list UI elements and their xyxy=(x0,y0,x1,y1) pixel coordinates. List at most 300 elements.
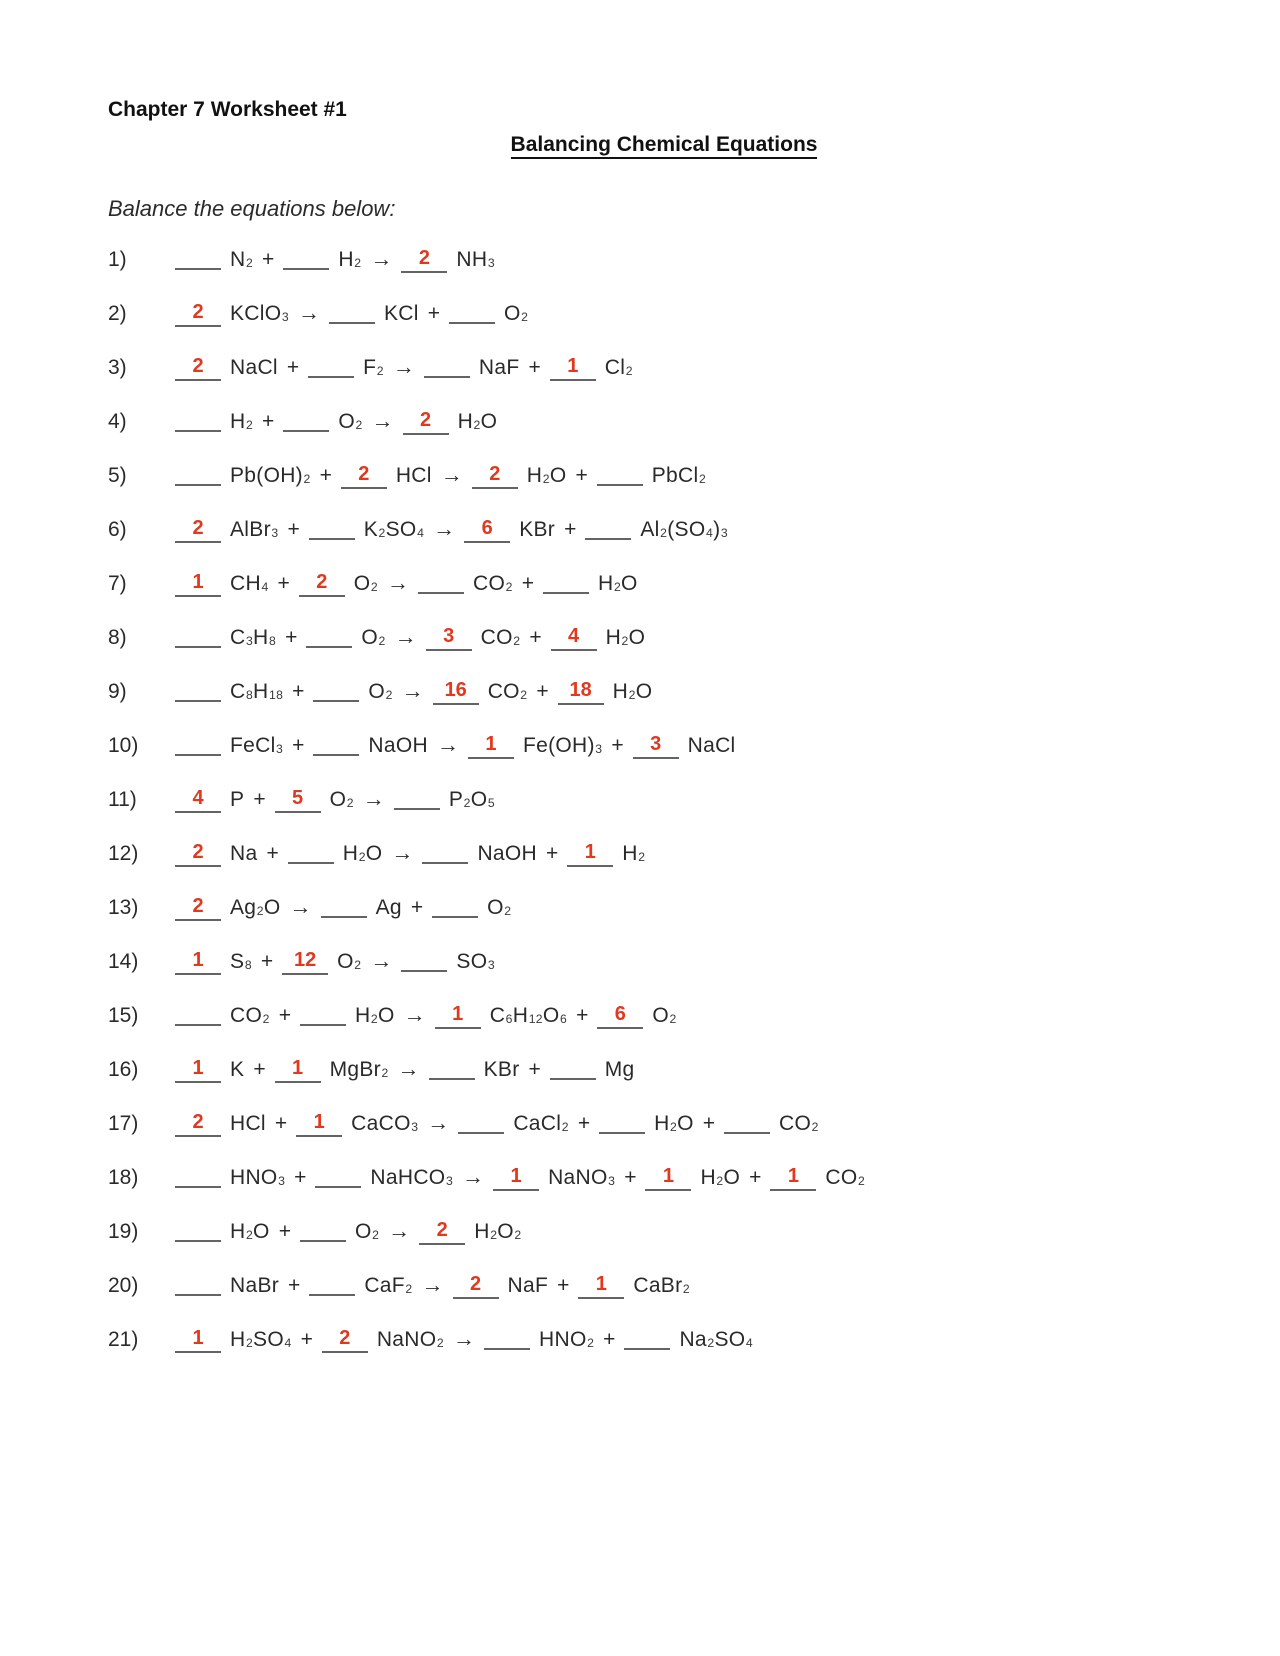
plus-operator: + xyxy=(253,1058,266,1081)
answer-value: 4 xyxy=(192,786,204,809)
answer-blank xyxy=(401,951,447,972)
equation-number: 16) xyxy=(108,1058,139,1081)
chemical-formula: NaF xyxy=(478,356,520,379)
answer-blank xyxy=(175,627,221,648)
subscript: 2 xyxy=(346,796,354,811)
answer-blank xyxy=(633,732,679,759)
answer-blank xyxy=(175,1110,221,1137)
plus-operator: + xyxy=(285,626,298,649)
answer-blank xyxy=(484,1329,530,1350)
chemical-formula: K xyxy=(230,1058,245,1081)
subscript: 2 xyxy=(378,634,386,649)
chemical-formula: HNO2 xyxy=(539,1328,595,1351)
answer-value: 1 xyxy=(584,840,596,863)
answer-blank xyxy=(329,303,375,324)
answer-blank xyxy=(175,681,221,702)
chemical-formula: HCl xyxy=(395,464,432,487)
plus-operator: + xyxy=(288,1274,301,1297)
answer-value: 1 xyxy=(192,948,204,971)
plus-operator: + xyxy=(536,680,549,703)
plus-operator: + xyxy=(262,248,275,271)
chemical-formula: P xyxy=(230,788,245,811)
subscript: 18 xyxy=(269,688,284,703)
answer-value: 2 xyxy=(192,894,204,917)
reaction-arrow-icon: → xyxy=(392,354,415,379)
equation-body xyxy=(175,516,737,543)
subscript: 6 xyxy=(559,1012,568,1027)
answer-blank xyxy=(309,519,355,540)
subscript: 2 xyxy=(303,472,311,487)
answer-blank xyxy=(424,357,470,378)
chemical-formula: N2 xyxy=(230,248,254,271)
answer-value: 3 xyxy=(443,624,455,647)
chemical-formula: AlBr3 xyxy=(230,518,279,541)
subscript: 3 xyxy=(271,526,279,541)
plus-operator: + xyxy=(253,788,266,811)
chemical-formula: CO2 xyxy=(487,680,528,703)
subscript: 2 xyxy=(669,1012,677,1027)
answer-blank xyxy=(418,573,464,594)
answer-value: 2 xyxy=(192,354,204,377)
subscript: 3 xyxy=(487,256,495,271)
subscript: 3 xyxy=(720,526,728,541)
answer-blank xyxy=(282,948,328,975)
answer-value: 16 xyxy=(444,678,467,701)
chemical-formula: KCl xyxy=(384,302,419,325)
chemical-formula: K2SO4 xyxy=(363,518,425,541)
chemical-formula: H2 xyxy=(622,842,646,865)
subscript: 2 xyxy=(370,580,378,595)
answer-blank xyxy=(175,948,221,975)
subscript: 2 xyxy=(698,472,707,487)
equation-number: 18) xyxy=(108,1166,139,1189)
plus-operator: + xyxy=(300,1328,313,1351)
equation-row xyxy=(108,786,1220,840)
chemical-formula: Cl2 xyxy=(604,356,633,379)
answer-blank xyxy=(175,516,221,543)
subscript: 2 xyxy=(513,634,521,649)
answer-value: 1 xyxy=(485,732,497,755)
reaction-arrow-icon: → xyxy=(391,840,414,865)
subscript: 2 xyxy=(520,688,528,703)
plus-operator: + xyxy=(528,1058,541,1081)
plus-operator: + xyxy=(260,950,274,973)
answer-blank xyxy=(468,732,514,759)
subscript: 3 xyxy=(281,310,289,325)
equation-number: 1) xyxy=(108,248,127,271)
answer-blank xyxy=(453,1272,499,1299)
equation-body xyxy=(175,840,654,867)
equation-body xyxy=(175,732,745,759)
plus-operator: + xyxy=(564,518,577,541)
plus-operator: + xyxy=(266,842,279,865)
subscript: 2 xyxy=(354,256,362,271)
equation-number: 4) xyxy=(108,410,127,433)
answer-value: 1 xyxy=(452,1002,464,1025)
answer-blank xyxy=(770,1164,816,1191)
subscript: 2 xyxy=(358,850,366,865)
chemical-formula: O2 xyxy=(353,572,378,595)
equation-body xyxy=(175,624,654,651)
chemical-formula: Ag xyxy=(375,896,402,919)
answer-blank xyxy=(300,1005,346,1026)
plus-operator: + xyxy=(277,572,290,595)
reaction-arrow-icon: → xyxy=(362,786,385,811)
answer-blank xyxy=(175,1221,221,1242)
subscript: 2 xyxy=(621,634,629,649)
subscript: 2 xyxy=(436,1336,444,1351)
answer-blank xyxy=(597,465,643,486)
answer-blank xyxy=(458,1113,504,1134)
subscript: 3 xyxy=(595,742,603,757)
chemical-formula: KBr xyxy=(483,1058,520,1081)
plus-operator: + xyxy=(410,896,424,919)
answer-blank xyxy=(175,786,221,813)
subscript: 2 xyxy=(490,1228,498,1243)
subscript: 2 xyxy=(463,796,471,811)
chemical-formula: O2 xyxy=(504,302,529,325)
answer-value: 2 xyxy=(436,1218,448,1241)
chemical-formula: CO2 xyxy=(230,1004,270,1027)
reaction-arrow-icon: → xyxy=(436,732,459,757)
answer-value: 1 xyxy=(595,1272,607,1295)
subscript: 2 xyxy=(505,580,513,595)
answer-blank xyxy=(283,249,329,270)
subscript: 2 xyxy=(682,1282,690,1297)
equation-row xyxy=(108,1164,1220,1218)
plus-operator: + xyxy=(278,1004,291,1027)
equation-number: 17) xyxy=(108,1112,139,1135)
subscript: 12 xyxy=(528,1012,543,1027)
chemical-formula: C6H12O6 xyxy=(489,1004,568,1027)
plus-operator: + xyxy=(274,1112,288,1135)
equation-body xyxy=(175,246,504,273)
reaction-arrow-icon: → xyxy=(401,678,424,703)
answer-blank xyxy=(550,354,596,381)
answer-blank xyxy=(464,516,510,543)
equation-row xyxy=(108,354,1220,408)
reaction-arrow-icon: → xyxy=(397,1056,420,1081)
answer-value: 2 xyxy=(339,1326,351,1349)
equation-row xyxy=(108,678,1220,732)
chemical-formula: H2O xyxy=(342,842,383,865)
equation-number: 11) xyxy=(108,788,137,811)
plus-operator: + xyxy=(575,464,588,487)
answer-blank xyxy=(585,519,631,540)
answer-blank xyxy=(429,1059,475,1080)
equation-number: 3) xyxy=(108,356,127,379)
chemical-formula: P2O5 xyxy=(448,788,495,811)
subscript: 2 xyxy=(504,904,512,919)
page-title: Balancing Chemical Equations xyxy=(511,133,818,159)
chemical-formula: H2O xyxy=(230,1220,270,1243)
plus-operator: + xyxy=(528,356,541,379)
chemical-formula: NaCl xyxy=(687,734,736,757)
subscript: 2 xyxy=(245,256,254,271)
equation-body xyxy=(175,1164,874,1191)
answer-value: 5 xyxy=(292,786,304,809)
chemical-formula: MgBr2 xyxy=(329,1058,389,1081)
equation-body xyxy=(175,462,715,489)
answer-blank xyxy=(175,570,221,597)
subscript: 3 xyxy=(245,634,254,649)
answer-blank xyxy=(578,1272,624,1299)
subscript: 3 xyxy=(608,1174,616,1189)
answer-blank xyxy=(300,1221,346,1242)
chemical-formula: O2 xyxy=(329,788,354,811)
chemical-formula: H2 xyxy=(338,248,362,271)
chemical-formula: H2O xyxy=(612,680,653,703)
plus-operator: + xyxy=(749,1166,762,1189)
equation-body xyxy=(175,1272,699,1299)
chemical-formula: H2O xyxy=(354,1004,395,1027)
chemical-formula: NaNO2 xyxy=(376,1328,444,1351)
answer-value: 18 xyxy=(569,678,592,701)
equation-body xyxy=(175,1218,530,1245)
answer-value: 2 xyxy=(192,516,204,539)
equation-body xyxy=(175,1110,828,1137)
answer-blank xyxy=(283,411,329,432)
chemical-formula: CaBr2 xyxy=(633,1274,690,1297)
equation-body xyxy=(175,1002,686,1029)
subscript: 2 xyxy=(256,904,264,919)
equation-body xyxy=(175,1056,644,1083)
answer-blank xyxy=(401,246,447,273)
answer-value: 2 xyxy=(192,1110,204,1133)
chemical-formula: HNO3 xyxy=(230,1166,286,1189)
chemical-formula: CO2 xyxy=(473,572,513,595)
chemical-formula: KBr xyxy=(519,518,556,541)
subscript: 8 xyxy=(269,634,277,649)
answer-value: 2 xyxy=(192,300,204,323)
answer-blank xyxy=(435,1002,481,1029)
answer-blank xyxy=(321,897,367,918)
reaction-arrow-icon: → xyxy=(427,1110,450,1135)
answer-blank xyxy=(175,1056,221,1083)
equation-number: 7) xyxy=(108,572,127,595)
worksheet-header: Chapter 7 Worksheet #1 xyxy=(108,98,347,121)
answer-value: 1 xyxy=(313,1110,325,1133)
equation-row xyxy=(108,840,1220,894)
reaction-arrow-icon: → xyxy=(403,1002,426,1027)
equation-body xyxy=(175,354,642,381)
equation-number: 2) xyxy=(108,302,127,325)
plus-operator: + xyxy=(577,1112,591,1135)
answer-blank xyxy=(309,1275,355,1296)
plus-operator: + xyxy=(529,626,542,649)
answer-value: 1 xyxy=(192,570,204,593)
chemical-formula: H2O xyxy=(700,1166,741,1189)
chemical-formula: Ag2O xyxy=(230,896,281,919)
chemical-formula: H2O xyxy=(457,410,498,433)
subscript: 2 xyxy=(613,580,622,595)
subscript: 2 xyxy=(245,1228,254,1243)
chemical-formula: CO2 xyxy=(825,1166,866,1189)
answer-value: 2 xyxy=(420,408,432,431)
subscript: 3 xyxy=(487,958,495,973)
plus-operator: + xyxy=(286,356,300,379)
answer-blank xyxy=(419,1218,465,1245)
answer-blank xyxy=(724,1113,770,1134)
answer-value: 4 xyxy=(568,624,580,647)
equation-body xyxy=(175,948,504,975)
equation-row xyxy=(108,246,1220,300)
subscript: 2 xyxy=(245,418,254,433)
subscript: 2 xyxy=(354,958,362,973)
chemical-formula: O2 xyxy=(368,680,393,703)
answer-blank xyxy=(175,249,221,270)
answer-blank xyxy=(493,1164,539,1191)
answer-value: 2 xyxy=(358,462,370,485)
chemical-formula: O2 xyxy=(652,1004,677,1027)
equation-row xyxy=(108,570,1220,624)
equation-row xyxy=(108,462,1220,516)
answer-blank xyxy=(175,300,221,327)
answer-blank xyxy=(308,357,354,378)
plus-operator: + xyxy=(292,734,305,757)
subscript: 2 xyxy=(385,688,393,703)
chemical-formula: C3H8 xyxy=(230,626,277,649)
chemical-formula: O2 xyxy=(337,950,362,973)
answer-blank xyxy=(403,408,449,435)
chemical-formula: NaHCO3 xyxy=(370,1166,454,1189)
answer-value: 1 xyxy=(192,1056,204,1079)
answer-value: 3 xyxy=(650,732,662,755)
answer-blank xyxy=(433,678,479,705)
subscript: 4 xyxy=(745,1336,753,1351)
answer-blank xyxy=(175,1167,221,1188)
subscript: 2 xyxy=(628,688,636,703)
answer-blank xyxy=(275,786,321,813)
equation-number: 6) xyxy=(108,518,127,541)
chemical-formula: H2O xyxy=(654,1112,694,1135)
equation-number: 14) xyxy=(108,950,139,973)
answer-blank xyxy=(313,681,359,702)
plus-operator: + xyxy=(427,302,441,325)
chemical-formula: Na xyxy=(230,842,258,865)
chemical-formula: Mg xyxy=(604,1058,635,1081)
subscript: 3 xyxy=(411,1120,419,1135)
answer-blank xyxy=(394,789,440,810)
equation-row xyxy=(108,1002,1220,1056)
equation-number: 19) xyxy=(108,1220,139,1243)
subscript: 8 xyxy=(245,688,254,703)
subscript: 2 xyxy=(376,364,384,379)
equation-row xyxy=(108,516,1220,570)
answer-blank xyxy=(175,411,221,432)
answer-blank xyxy=(551,624,597,651)
subscript: 3 xyxy=(445,1174,454,1189)
equation-row xyxy=(108,948,1220,1002)
subscript: 2 xyxy=(625,364,633,379)
answer-blank xyxy=(543,573,589,594)
subscript: 4 xyxy=(284,1336,292,1351)
plus-operator: + xyxy=(702,1112,716,1135)
chemical-formula: H2O xyxy=(605,626,646,649)
equation-body xyxy=(175,894,520,921)
subscript: 2 xyxy=(245,1336,254,1351)
chemical-formula: NaCl xyxy=(230,356,278,379)
chemical-formula: H2O2 xyxy=(474,1220,522,1243)
reaction-arrow-icon: → xyxy=(371,408,394,433)
chemical-formula: H2O xyxy=(526,464,567,487)
reaction-arrow-icon: → xyxy=(394,624,417,649)
answer-blank xyxy=(175,1005,221,1026)
subscript: 8 xyxy=(244,958,252,973)
answer-blank xyxy=(645,1164,691,1191)
answer-value: 2 xyxy=(469,1272,482,1295)
chemical-formula: CaCO3 xyxy=(351,1112,419,1135)
equation-number: 20) xyxy=(108,1274,139,1297)
chemical-formula: O2 xyxy=(338,410,363,433)
equation-number: 12) xyxy=(108,842,139,865)
answer-blank xyxy=(472,462,518,489)
equation-body xyxy=(175,1326,762,1353)
equation-list xyxy=(108,246,1220,1380)
chemical-formula: O2 xyxy=(361,626,386,649)
equation-number: 10) xyxy=(108,734,139,757)
equation-number: 8) xyxy=(108,626,127,649)
equation-row xyxy=(108,300,1220,354)
answer-blank xyxy=(175,735,221,756)
answer-blank xyxy=(288,843,334,864)
chemical-formula: HCl xyxy=(230,1112,266,1135)
answer-blank xyxy=(175,354,221,381)
equation-number: 21) xyxy=(108,1328,139,1351)
subscript: 2 xyxy=(372,1228,380,1243)
title-row xyxy=(108,130,1220,162)
chemical-formula: CaF2 xyxy=(364,1274,413,1297)
plus-operator: + xyxy=(292,680,305,703)
chemical-formula: C8H18 xyxy=(230,680,284,703)
chemical-formula: S8 xyxy=(230,950,252,973)
reaction-arrow-icon: → xyxy=(297,300,320,325)
chemical-formula: CH4 xyxy=(230,572,269,595)
equation-row xyxy=(108,894,1220,948)
equation-row xyxy=(108,624,1220,678)
subscript: 2 xyxy=(638,850,646,865)
chemical-formula: SO3 xyxy=(456,950,495,973)
plus-operator: + xyxy=(557,1274,570,1297)
subscript: 2 xyxy=(514,1228,522,1243)
reaction-arrow-icon: → xyxy=(433,516,456,541)
chemical-formula: O2 xyxy=(354,1220,380,1243)
chemical-formula: NaF xyxy=(507,1274,549,1297)
equation-number: 5) xyxy=(108,464,127,487)
answer-value: 2 xyxy=(316,570,328,593)
answer-value: 2 xyxy=(418,246,430,269)
plus-operator: + xyxy=(278,1220,291,1243)
chemical-formula: F2 xyxy=(363,356,384,379)
equation-body xyxy=(175,786,504,813)
subscript: 2 xyxy=(378,526,386,541)
plus-operator: + xyxy=(576,1004,589,1027)
equation-number: 9) xyxy=(108,680,127,703)
reaction-arrow-icon: → xyxy=(387,570,410,595)
equation-number: 13) xyxy=(108,896,139,919)
answer-blank xyxy=(175,894,221,921)
chemical-formula: CO2 xyxy=(480,626,521,649)
chemical-formula: KClO3 xyxy=(230,302,289,325)
chemical-formula: PbCl2 xyxy=(651,464,707,487)
equation-body xyxy=(175,678,661,705)
subscript: 3 xyxy=(276,742,284,757)
plus-operator: + xyxy=(546,842,559,865)
plus-operator: + xyxy=(611,734,624,757)
equation-body xyxy=(175,300,537,327)
answer-blank xyxy=(426,624,472,651)
chemical-formula: H2SO4 xyxy=(230,1328,292,1351)
